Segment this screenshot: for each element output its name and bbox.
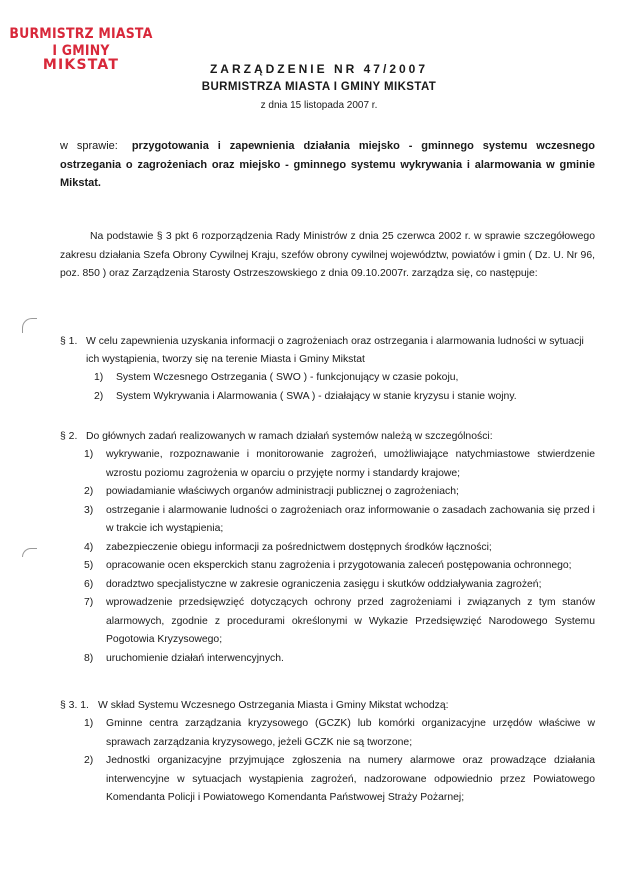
- list-item: [94, 369, 595, 388]
- section-1: [60, 333, 595, 406]
- item-number: 4): [84, 541, 94, 553]
- punch-hole-mark: [22, 318, 37, 333]
- item-number: 6): [84, 578, 94, 590]
- item-text: Jednostki organizacyjne przyjmujące zgłoszenia na numery alarmowe oraz prowadzące działania interwencyjne w sytuacjach wystąpienia zagrożeń, nadzorowane odpowiednio przez Powiatowego Komendanta Policji i Powiatowego Komendanta Państwowej Straży Pożarnej;: [106, 755, 595, 803]
- item-text: wykrywanie, rozpoznawanie i monitorowanie zagrożeń, umożliwiające natychmiastowe stwierdzenie wzrostu poziomu zagrożenia w oparciu o przyjęte normy i standardy krajowe;: [106, 449, 595, 479]
- section-text: W celu zapewnienia uzyskania informacji o zagrożeniach oraz ostrzegania i alarmowania ludności w sytuacji ich wystąpienia, tworzy się na terenie Miasta i Gminy Mikstat: [86, 336, 584, 365]
- item-text: System Wczesnego Ostrzegania ( SWO ) - funkcjonujący w czasie pokoju,: [116, 372, 459, 383]
- item-number: 2): [84, 755, 94, 766]
- item-text: powiadamianie właściwych organów administracji publicznej o zagrożeniach;: [106, 486, 459, 497]
- section-heading: [60, 428, 595, 446]
- section-heading: [60, 333, 595, 369]
- list-item: [84, 557, 595, 576]
- stamp-line-2: MIKSTAT: [42, 57, 120, 73]
- item-text: ostrzeganie i alarmowanie ludności o zagrożeniach oraz informowanie o zasadach zachowania się przed i w trakcie ich wystąpienia;: [106, 504, 595, 534]
- item-number: 1): [84, 718, 94, 729]
- list-item: [84, 483, 595, 502]
- list-item: [94, 388, 595, 407]
- section-number: § 3. 1.: [60, 700, 89, 711]
- section-2: [60, 428, 595, 668]
- section-text: W skład Systemu Wczesnego Ostrzegania Miasta i Gminy Mikstat wchodzą:: [98, 700, 449, 711]
- list-item: [84, 539, 595, 558]
- item-number: 1): [94, 372, 104, 383]
- item-number: 2): [94, 390, 104, 402]
- item-number: 8): [84, 652, 94, 664]
- list-item: [84, 650, 595, 669]
- item-text: zabezpieczenie obiegu informacji za pośrednictwem dostępnych środków łączności;: [106, 541, 492, 553]
- section-items: [60, 446, 595, 668]
- subject-label: w sprawie:: [60, 140, 118, 152]
- section-number: § 2.: [60, 431, 78, 442]
- item-text: wprowadzenie przedsięwzięć dotyczących ochrony przed zagrożeniami i związanych z tym stanów alarmowych, zgodnie z procedurami określonymi w Wykazie Przedsięwzięć Narodowego Systemu Pogotowia Kryzysowego;: [106, 597, 595, 645]
- section-items: [60, 715, 595, 808]
- document-title: ZARZĄDZENIE NR 47/2007: [209, 62, 429, 76]
- punch-hole-mark: [22, 548, 37, 557]
- stamp-line-1: BURMISTRZ MIASTA I GMINY: [9, 24, 153, 59]
- document-date: z dnia 15 listopada 2007 r.: [260, 100, 378, 111]
- section-3-1: [60, 697, 595, 808]
- item-text: Gminne centra zarządzania kryzysowego (GCZK) lub komórki organizacyjne urzędów właściwe w sprawach zarządzania kryzysowego, jeżeli GCZK nie są tworzone;: [106, 718, 595, 748]
- item-text: doradztwo specjalistyczne w zakresie ograniczenia zasięgu i skutków oddziaływania zagrożeń;: [106, 578, 542, 590]
- section-items: [60, 369, 595, 406]
- list-item: [84, 446, 595, 483]
- document-subtitle: BURMISTRZA MIASTA I GMINY MIKSTAT: [201, 81, 437, 93]
- item-text: System Wykrywania i Alarmowania ( SWA ) - działający w stanie kryzysu i stanie wojny.: [116, 390, 517, 402]
- item-number: 1): [84, 449, 94, 460]
- list-item: [84, 502, 595, 539]
- section-heading: [60, 697, 595, 715]
- legal-basis-paragraph: Na podstawie § 3 pkt 6 rozporządzenia Rady Ministrów z dnia 25 czerwca 2002 r. w sprawie szczegółowego zakresu działania Szefa Obrony Cywilnej Kraju, szefów obrony cywilnej województw, powiatów i gmin ( Dz. U. Nr 96, poz. 850 ) oraz Zarządzenia Starosty Ostrzeszowskiego z dnia 09.10.2007r. zarządza się, co następuje:: [60, 231, 595, 279]
- list-item: [84, 752, 595, 808]
- section-number: § 1.: [60, 336, 78, 347]
- list-item: [84, 594, 595, 650]
- section-text: Do głównych zadań realizowanych w ramach działań systemów należą w szczególności:: [86, 431, 493, 442]
- subject-paragraph: [60, 137, 595, 193]
- item-text: opracowanie ocen eksperckich stanu zagrożenia i przygotowania zaleceń postępowania ochronnego;: [106, 560, 572, 571]
- item-number: 5): [84, 560, 94, 571]
- item-number: 2): [84, 486, 94, 497]
- item-number: 7): [84, 597, 94, 608]
- item-number: 3): [84, 504, 94, 516]
- list-item: [84, 715, 595, 752]
- item-text: uruchomienie działań interwencyjnych.: [106, 652, 284, 664]
- subject-text: przygotowania i zapewnienia działania miejsko - gminnego systemu wczesnego ostrzegania o zagrożeniach oraz miejsko - gminnego systemu wykrywania i alarmowania w gminie Mikstat.: [60, 140, 595, 189]
- list-item: [84, 576, 595, 595]
